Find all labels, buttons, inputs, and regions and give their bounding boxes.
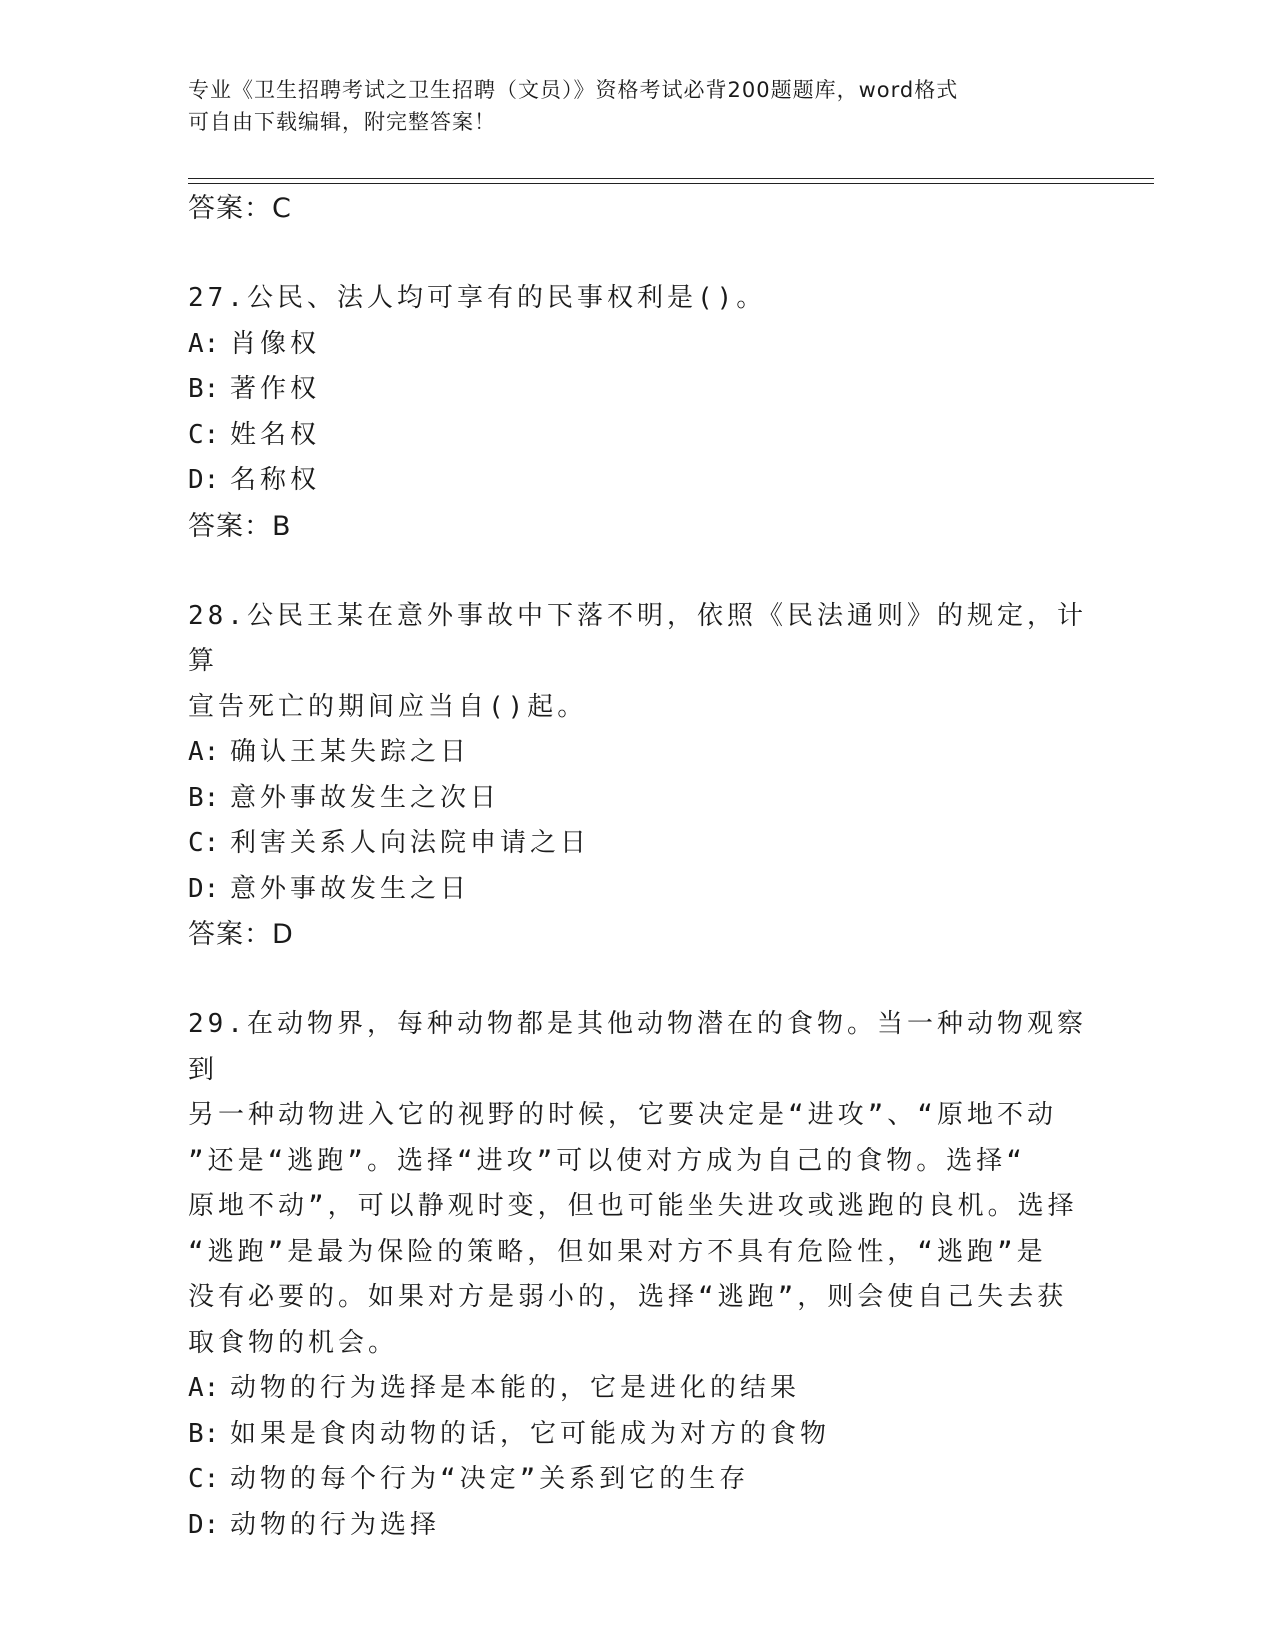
answer-option (188, 367, 1088, 413)
option-letter: D: (188, 873, 220, 904)
answer-option (188, 776, 1088, 822)
question-text-line: 宣告死亡的期间应当自()起。 (188, 691, 588, 722)
option-letter: B: (188, 1418, 220, 1449)
option-text: 确认王某失踪之日 (230, 737, 471, 767)
option-text: 意外事故发生之次日 (230, 782, 501, 813)
answer-option (188, 867, 1088, 913)
question-text-line: 没有必要的。如果对方是弱小的，选择“逃跑”，则会使自己失去获 (188, 1282, 1068, 1312)
answer-option (188, 1412, 1088, 1458)
option-text: 著作权 (230, 374, 321, 404)
answer-line: 答案：B (188, 510, 292, 542)
block-spacer (188, 549, 1088, 594)
question-text-line: 原地不动”，可以静观时变，但也可能坐失进攻或逃跑的良机。选择 (188, 1191, 1078, 1221)
answer-line: 答案：D (188, 919, 294, 950)
header-rule-bottom (188, 183, 1154, 184)
option-text: 肖像权 (230, 328, 321, 359)
question-block (188, 276, 1088, 594)
option-text: 动物的行为选择是本能的，它是进化的结果 (230, 1373, 801, 1403)
question-text-line: 27.公民、法人均可享有的民事权利是()。 (188, 283, 767, 313)
answer-option (188, 458, 1088, 504)
option-letter: A: (188, 328, 220, 359)
answer-option (188, 1503, 1088, 1549)
question-text-line: “逃跑”是最为保险的策略，但如果对方不具有危险性，“逃跑”是 (188, 1236, 1047, 1267)
option-text: 动物的行为选择 (230, 1509, 441, 1540)
answer-line: 答案：C (188, 193, 292, 224)
option-letter: A: (188, 737, 220, 767)
header-line-2: 可自由下载编辑，附完整答案！ (188, 110, 496, 134)
question-text-line: 取食物的机会。 (188, 1327, 399, 1358)
question-block (188, 594, 1088, 1003)
option-text: 意外事故发生之日 (230, 873, 471, 904)
option-letter: D: (188, 465, 220, 495)
option-text: 动物的每个行为“决定”关系到它的生存 (230, 1464, 750, 1494)
option-letter: C: (188, 828, 220, 858)
question-text-line: ”还是“逃跑”。选择“进攻”可以使对方成为自己的食物。选择“ (188, 1145, 1026, 1176)
option-letter: B: (188, 374, 220, 404)
question-text-line: 另一种动物进入它的视野的时候，它要决定是“进攻”、“原地不动 (188, 1100, 1057, 1130)
option-text: 利害关系人向法院申请之日 (230, 828, 591, 858)
answer-option (188, 1366, 1088, 1412)
answer-option (188, 821, 1088, 867)
option-text: 如果是食肉动物的话，它可能成为对方的食物 (230, 1418, 831, 1449)
option-letter: B: (188, 782, 220, 813)
question-block (188, 186, 1088, 276)
header-line-1: 专业《卫生招聘考试之卫生招聘（文员）》资格考试必背200题题库，word格式 (188, 78, 959, 102)
option-text: 名称权 (230, 465, 321, 495)
option-text: 姓名权 (230, 419, 321, 450)
question-block (188, 1002, 1088, 1548)
answer-option (188, 413, 1088, 459)
block-spacer (188, 957, 1088, 1002)
page-header (188, 74, 1068, 138)
question-text-line: 28.公民王某在意外事故中下落不明，依照《民法通则》的规定，计算 (188, 600, 1087, 676)
option-letter: D: (188, 1509, 220, 1540)
option-letter: C: (188, 419, 220, 450)
answer-option (188, 322, 1088, 368)
option-letter: C: (188, 1464, 220, 1494)
answer-option (188, 1457, 1088, 1503)
question-list (188, 186, 1088, 1548)
header-rule-top (188, 178, 1154, 179)
block-spacer (188, 231, 1088, 276)
answer-option (188, 730, 1088, 776)
question-text-line: 29.在动物界，每种动物都是其他动物潜在的食物。当一种动物观察到 (188, 1009, 1087, 1085)
option-letter: A: (188, 1373, 220, 1403)
